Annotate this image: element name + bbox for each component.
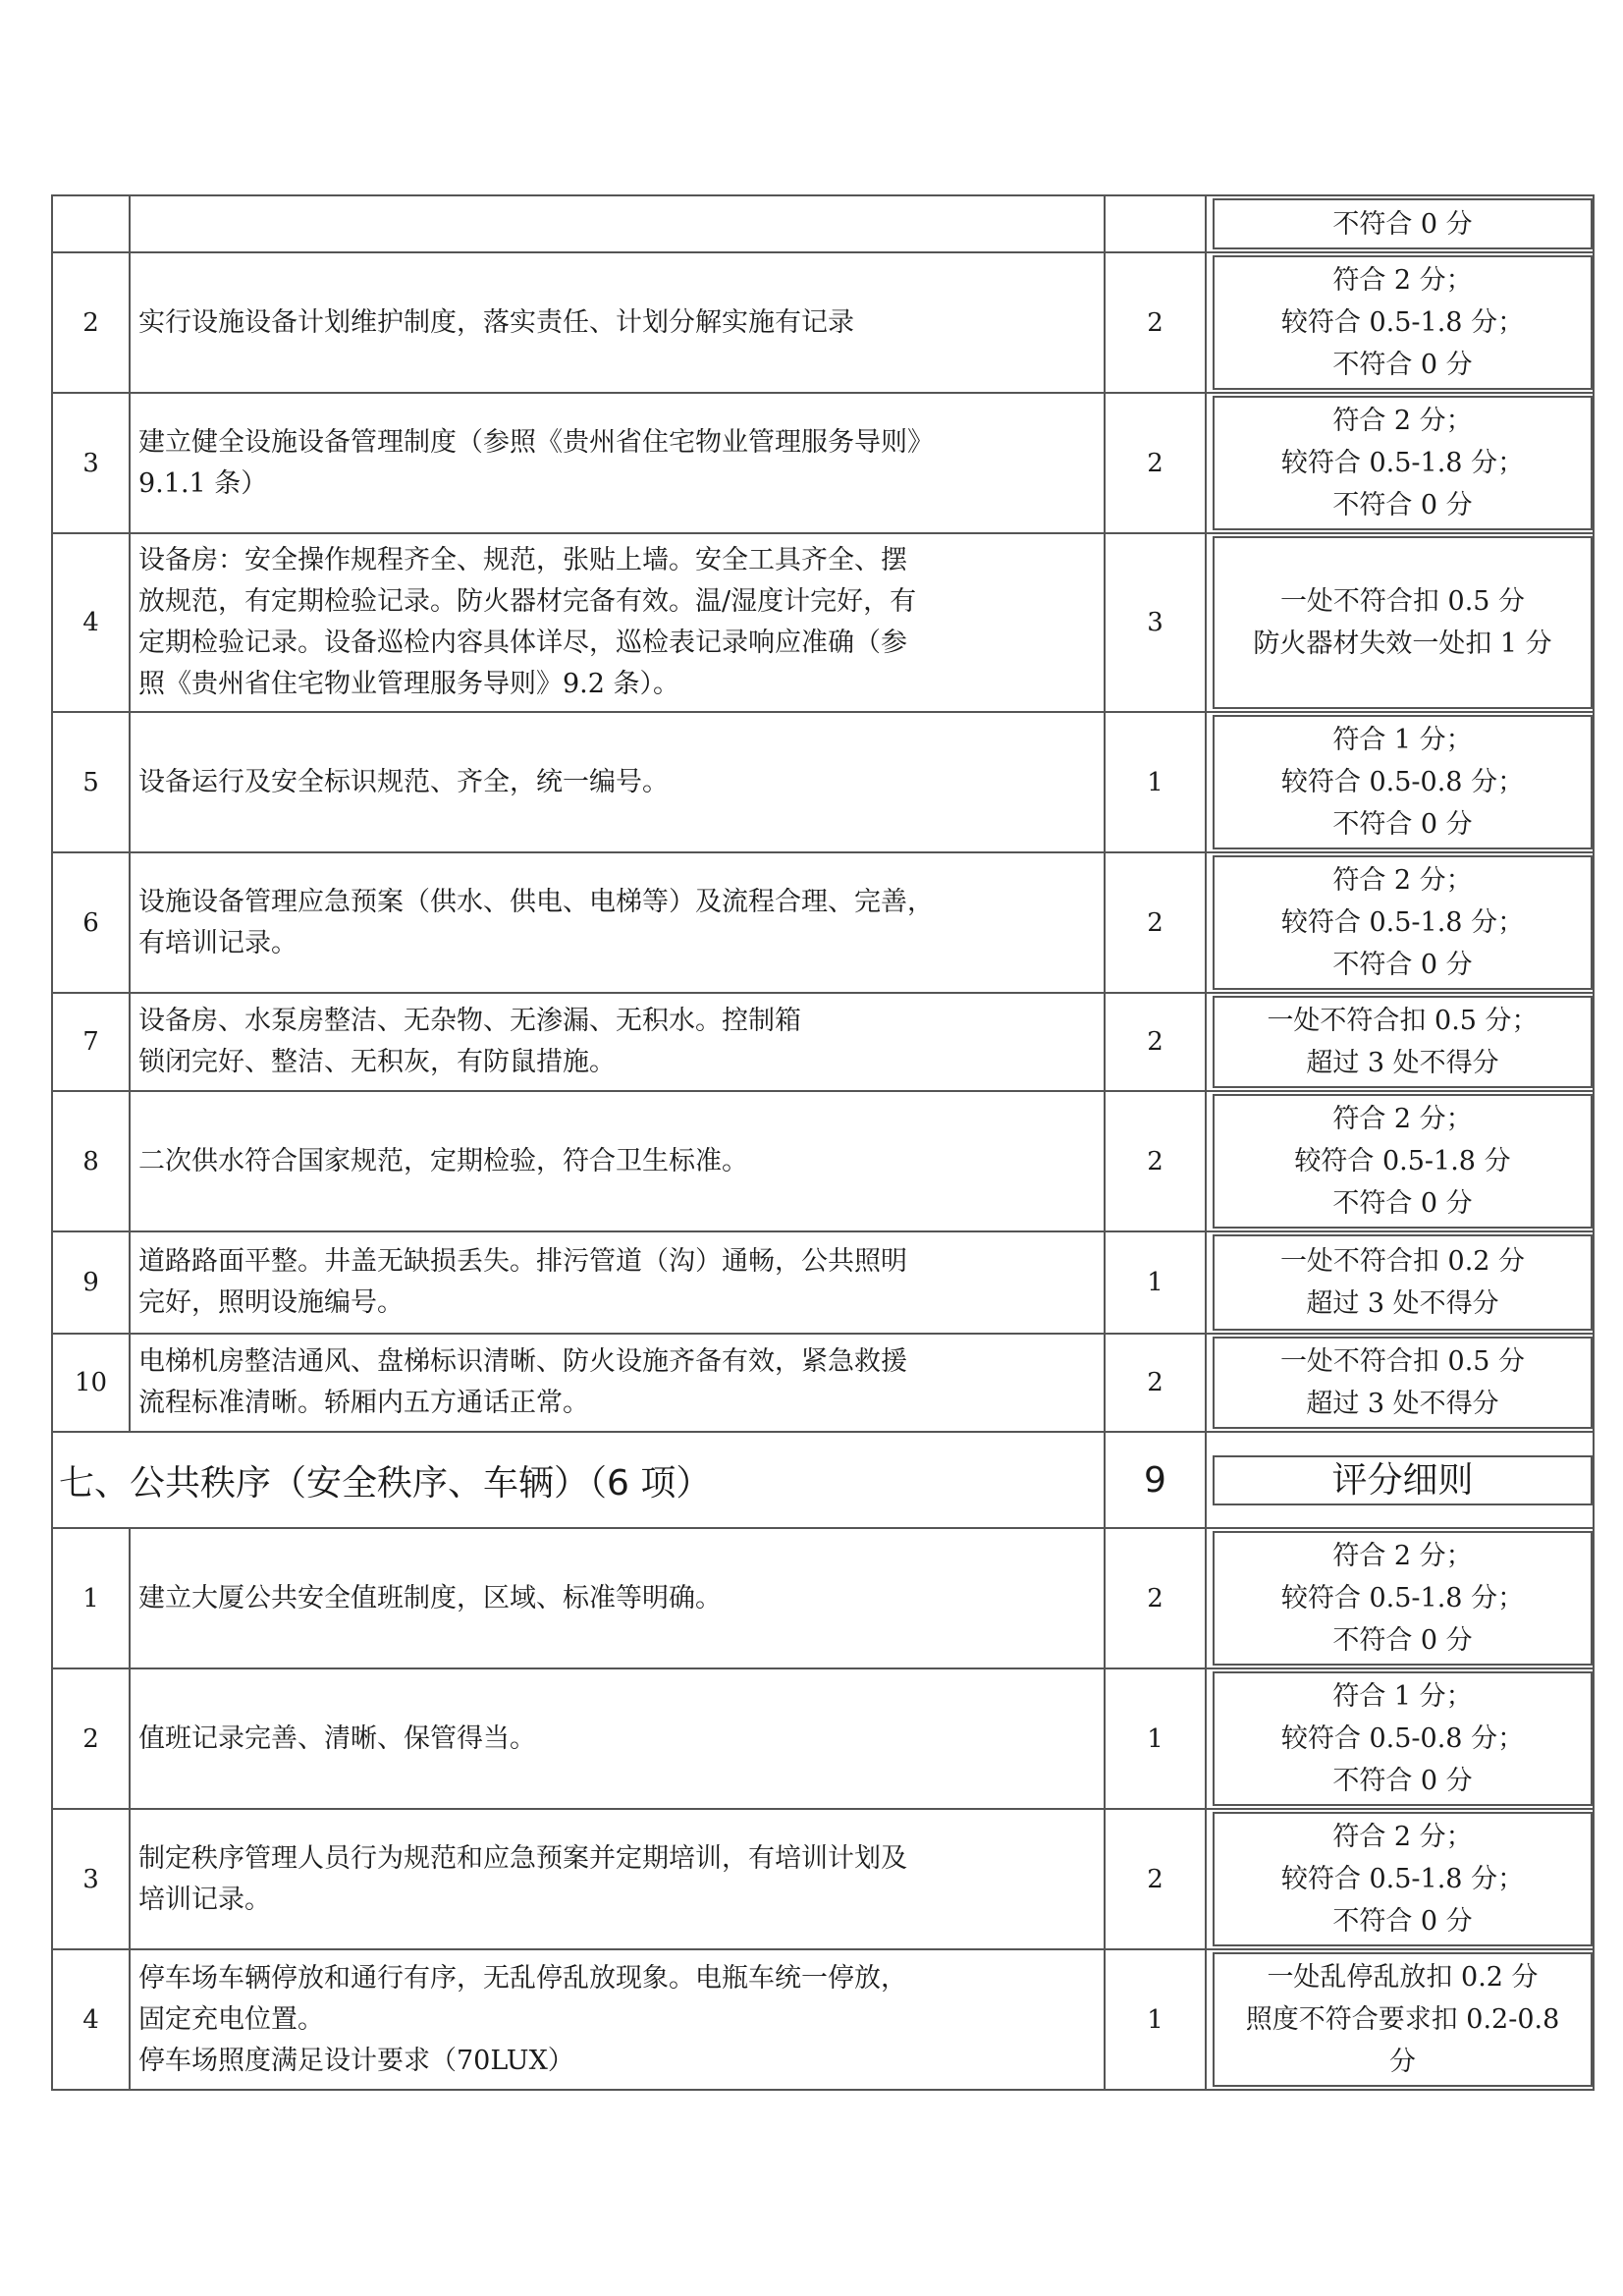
rule-line: 不符合 0 分 [1332,1625,1473,1656]
row-number: 9 [52,1231,130,1334]
rule-line: 不符合 0 分 [1332,1766,1473,1796]
rule-line: 一处不符合扣 0.5 分； [1267,1006,1539,1036]
rule-line: 超过 3 处不得分 [1306,1048,1499,1078]
item-line: 设备房：安全操作规程齐全、规范，张贴上墙。安全工具齐全、摆 [138,545,907,575]
table-row [52,1231,1594,1334]
scoring-rule-cell [1206,852,1594,993]
rule-line: 不符合 0 分 [1332,1188,1473,1219]
item-line: 建立大厦公共安全值班制度，区域、标准等明确。 [138,1582,722,1613]
item-line: 放规范，有定期检验记录。防火器材完备有效。温/湿度计完好，有 [138,586,917,617]
scoring-rule [1213,715,1593,849]
table-row [52,1809,1594,1949]
scoring-table [51,194,1595,2091]
row-number: 3 [52,393,130,533]
scoring-rule [1213,1812,1593,1946]
rule-line: 符合 2 分； [1332,406,1473,436]
scoring-rule-cell [1206,1334,1594,1432]
row-number: 10 [52,1334,130,1432]
item-description [130,393,1105,533]
scoring-rule [1213,536,1593,709]
item-line: 培训记录。 [138,1884,271,1915]
item-description [130,1231,1105,1334]
rule-line: 不符合 0 分 [1332,1906,1473,1937]
item-score: 2 [1105,1528,1206,1668]
item-line: 建立健全设施设备管理制度（参照《贵州省住宅物业管理服务导则》 [138,426,934,458]
rule-line: 较符合 0.5-0.8 分； [1280,767,1525,797]
item-score: 1 [1105,712,1206,852]
table-row [52,533,1594,712]
scoring-rule [1213,996,1593,1088]
row-number: 7 [52,993,130,1091]
item-description [130,1334,1105,1432]
facility-section-rows [52,195,1594,1432]
rule-line: 防火器材失效一处扣 1 分 [1253,629,1552,659]
table-row [52,1091,1594,1231]
item-line: 电梯机房整洁通风、盘梯标识清晰、防火设施齐备有效，紧急救援 [138,1346,907,1377]
row-number: 4 [52,533,130,712]
rule-line: 不符合 0 分 [1332,350,1473,380]
item-line: 值班记录完善、清晰、保管得当。 [138,1722,536,1754]
item-line: 道路路面平整。井盖无缺损丢失。排污管道（沟）通畅，公共照明 [138,1246,907,1277]
rule-line: 一处不符合扣 0.2 分 [1279,1246,1526,1277]
scoring-rule-cell [1206,1528,1594,1668]
item-score: 2 [1105,1091,1206,1231]
rule-line: 照度不符合要求扣 0.2-0.8 [1245,2004,1560,2035]
item-score: 1 [1105,1231,1206,1334]
item-description [130,712,1105,852]
item-description [130,195,1105,252]
item-score: 3 [1105,533,1206,712]
item-line: 有培训记录。 [138,927,298,958]
row-number: 4 [52,1949,130,2090]
item-line: 停车场车辆停放和通行有序，无乱停乱放现象。电瓶车统一停放， [138,1962,907,1994]
rule-line: 符合 2 分； [1332,1104,1473,1134]
item-line: 照《贵州省住宅物业管理服务导则》9.2 条）。 [138,669,680,699]
scoring-rule-cell [1206,1668,1594,1809]
rule-line: 较符合 0.5-1.8 分； [1280,907,1525,938]
scoring-rule-cell [1206,1949,1594,2090]
item-score: 1 [1105,1668,1206,1809]
rule-line: 较符合 0.5-0.8 分； [1280,1723,1525,1754]
rule-line: 不符合 0 分 [1332,809,1473,840]
item-score: 2 [1105,1809,1206,1949]
row-number: 1 [52,1528,130,1668]
item-score: 2 [1105,393,1206,533]
item-line: 锁闭完好、整洁、无积灰，有防鼠措施。 [138,1047,616,1077]
scoring-rule [1213,1234,1593,1331]
rule-line: 符合 2 分； [1332,265,1473,296]
scoring-rule [1213,198,1593,249]
scoring-rule-cell [1206,1231,1594,1334]
section-rule-header-cell [1206,1432,1594,1528]
scoring-rule [1213,396,1593,530]
item-score: 2 [1105,252,1206,393]
rule-line: 超过 3 处不得分 [1306,1288,1499,1319]
table-row [52,712,1594,852]
scoring-rule [1213,855,1593,990]
item-line: 9.1.1 条） [138,467,268,499]
item-description [130,1809,1105,1949]
rule-line: 较符合 0.5-1.8 分； [1280,1864,1525,1894]
rule-line: 符合 2 分； [1332,1541,1473,1571]
scoring-rule [1213,1671,1593,1806]
scoring-rule [1213,1337,1593,1429]
rule-line: 较符合 0.5-1.8 分； [1280,307,1525,338]
section-rule-header: 评分细则 [1213,1455,1593,1505]
rule-line: 一处不符合扣 0.5 分 [1279,586,1526,617]
item-line: 设施设备管理应急预案（供水、供电、电梯等）及流程合理、完善， [138,886,934,917]
table-row [52,1668,1594,1809]
item-line: 流程标准清晰。轿厢内五方通话正常。 [138,1388,589,1418]
row-number: 6 [52,852,130,993]
rule-line: 符合 2 分； [1332,865,1473,896]
table-row [52,195,1594,252]
scoring-rule-cell [1206,195,1594,252]
item-line: 停车场照度满足设计要求（70LUX） [138,2045,574,2076]
item-line: 制定秩序管理人员行为规范和应急预案并定期培训，有培训计划及 [138,1842,907,1874]
item-line: 完好，照明设施编号。 [138,1287,404,1318]
scoring-rule [1213,255,1593,390]
scoring-rule [1213,1531,1593,1666]
scoring-rule [1213,1952,1593,2087]
section-row-public-order [52,1432,1594,1528]
rule-line: 较符合 0.5-1.8 分 [1294,1146,1511,1176]
item-line: 设备运行及安全标识规范、齐全，统一编号。 [138,766,669,797]
item-description [130,1949,1105,2090]
table-row [52,393,1594,533]
rule-line: 较符合 0.5-1.8 分； [1280,1583,1525,1613]
row-number: 2 [52,1668,130,1809]
section-header [52,1432,1594,1528]
rule-line: 不符合 0 分 [1332,950,1473,980]
rule-line: 不符合 0 分 [1332,208,1473,240]
item-score: 2 [1105,993,1206,1091]
table-row [52,1334,1594,1432]
row-number: 8 [52,1091,130,1231]
item-description [130,1091,1105,1231]
item-description [130,1668,1105,1809]
row-number [52,195,130,252]
table-row [52,1949,1594,2090]
section-title: 七、公共秩序（安全秩序、车辆）（6 项） [52,1432,1105,1528]
scoring-rule-cell [1206,1091,1594,1231]
item-description [130,252,1105,393]
section-total-score: 9 [1105,1432,1206,1528]
item-score: 2 [1105,852,1206,993]
item-line: 设备房、水泵房整洁、无杂物、无渗漏、无积水。控制箱 [138,1006,801,1036]
scoring-rule-cell [1206,393,1594,533]
rule-line: 符合 1 分； [1332,725,1473,755]
table-row [52,1528,1594,1668]
item-description [130,993,1105,1091]
public-order-rows [52,1528,1594,2090]
row-number: 5 [52,712,130,852]
item-score: 1 [1105,1949,1206,2090]
scoring-rule-cell [1206,1809,1594,1949]
rule-line: 符合 2 分； [1332,1822,1473,1852]
scoring-rule-cell [1206,993,1594,1091]
item-description [130,1528,1105,1668]
row-number: 3 [52,1809,130,1949]
rule-line: 一处不符合扣 0.5 分 [1279,1346,1526,1377]
item-description [130,533,1105,712]
rule-line: 一处乱停乱放扣 0.2 分 [1267,1962,1539,1993]
rule-line: 较符合 0.5-1.8 分； [1280,448,1525,478]
table-row [52,993,1594,1091]
rule-line: 不符合 0 分 [1332,490,1473,520]
item-score [1105,195,1206,252]
item-line: 二次供水符合国家规范，定期检验，符合卫生标准。 [138,1145,748,1176]
scoring-rule [1213,1094,1593,1229]
item-description [130,852,1105,993]
table-row [52,252,1594,393]
item-line: 定期检验记录。设备巡检内容具体详尽，巡检表记录响应准确（参 [138,628,907,658]
scoring-rule-cell [1206,533,1594,712]
row-number: 2 [52,252,130,393]
rule-line: 分 [1389,2047,1416,2077]
item-line: 实行设施设备计划维护制度，落实责任、计划分解实施有记录 [138,306,854,338]
item-score: 2 [1105,1334,1206,1432]
rule-line: 超过 3 处不得分 [1306,1389,1499,1419]
table-row [52,852,1594,993]
scoring-rule-cell [1206,712,1594,852]
rule-line: 符合 1 分； [1332,1681,1473,1712]
item-line: 固定充电位置。 [138,2003,324,2035]
scoring-rule-cell [1206,252,1594,393]
